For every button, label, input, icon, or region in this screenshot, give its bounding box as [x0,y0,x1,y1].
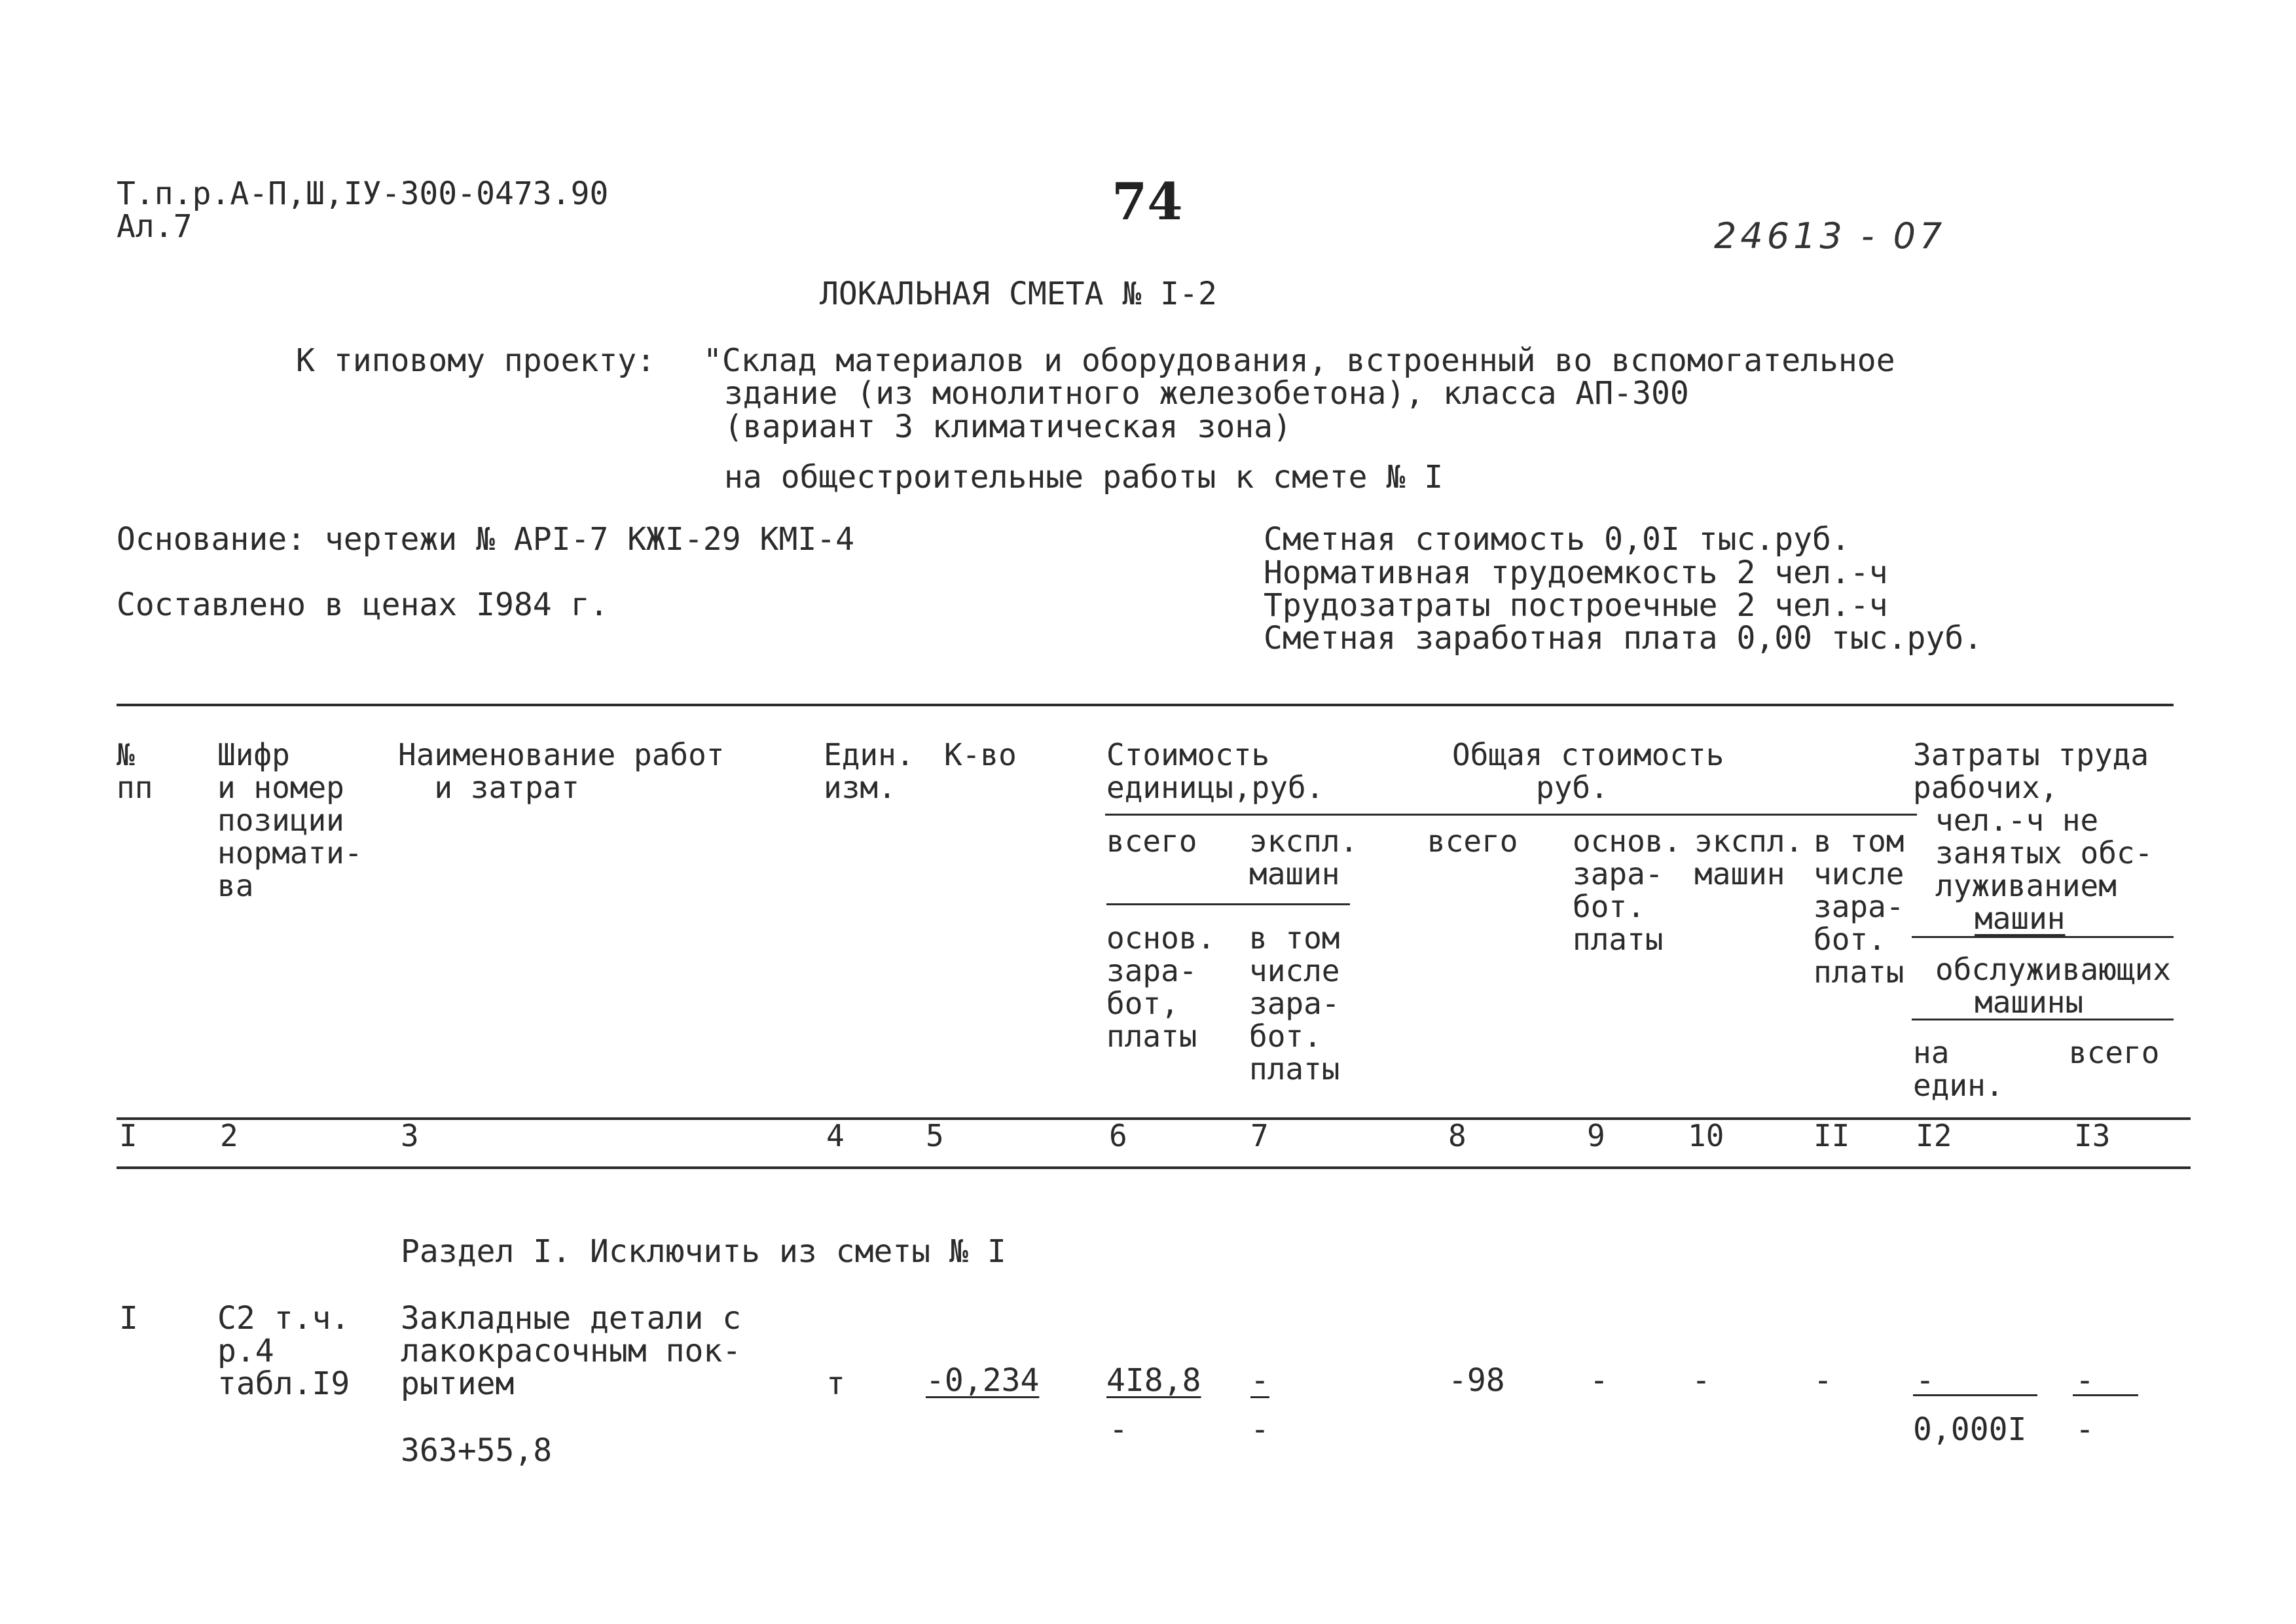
summary-site-labor: Трудозатраты построечные 2 чел.-ч [1264,587,1888,624]
column-number: 2 [220,1118,238,1153]
col-header-total-machines: машин [1694,856,1785,892]
col-header-name: Наименование работ [398,737,725,772]
col-group-labor: рабочих, [1913,770,2058,805]
row-labor-rule [2073,1394,2138,1396]
page-number: 74 [1112,172,1183,232]
group-rule [1105,814,1917,816]
summary-cost: Сметная стоимость 0,0I тыс.руб. [1264,521,1850,558]
col-header-total-incl-wage: числе [1813,856,1904,892]
column-number: I3 [2074,1118,2111,1153]
table-top-rule [117,704,2174,706]
column-number: 8 [1448,1118,1467,1153]
row-code: С2 т.ч. [217,1300,350,1337]
row-name: Закладные детали с [401,1300,742,1337]
row-name: лакокрасочным пок- [401,1333,742,1369]
summary-norm-labor: Нормативная трудоемкость 2 чел.-ч [1264,554,1888,591]
col-group-total-cost: руб. [1536,770,1609,805]
col-header-labor-not-machine: луживанием [1935,868,2117,903]
col-header-total-base-wage: основ. [1573,823,1682,859]
col-header-number: № [117,737,135,772]
col-header-code: и номер [217,770,344,805]
col-header-labor-not-machine: машин [1975,901,2066,936]
row-unit: т [826,1365,845,1402]
col-header-labor-total: всего [2069,1035,2160,1070]
column-number-rule [117,1117,2191,1120]
row-unit-base-wage: - [1109,1411,1128,1448]
column-number: 10 [1688,1118,1724,1153]
project-label: К типовому проекту: [296,342,656,379]
row-unit-machines: - [1250,1362,1269,1399]
summary-wage: Сметная заработная плата 0,00 тыс.руб. [1264,620,1983,657]
col-header-code: позиции [217,803,344,838]
col-header-unit-base-wage: бот, [1106,986,1179,1021]
col-header-unit-incl-wage: платы [1249,1051,1340,1087]
col-header-code: нормати- [217,835,363,871]
col-header-unit-total: всего [1106,823,1197,859]
column-number: 3 [401,1118,419,1153]
col-header-unit: изм. [824,770,896,805]
project-line-1: "Склад материалов и оборудования, встроенный во вспомогательное [703,342,1895,379]
col-header-total-base-wage: платы [1573,922,1664,957]
column-number: I [119,1118,137,1153]
col-header-unit-machines: экспл. [1249,823,1358,859]
row-total-all: -98 [1448,1362,1505,1399]
col-header-labor-not-machine: занятых обс- [1935,835,2153,871]
col-header-unit-base-wage: зара- [1106,953,1197,988]
col-header-unit-base-wage: платы [1106,1019,1197,1054]
col-header-total-incl-wage: платы [1813,954,1904,990]
column-number: 5 [926,1118,944,1153]
section-title: Раздел I. Исключить из сметы № I [401,1233,1006,1270]
col-group-unit-cost: единицы,руб. [1106,770,1324,805]
col-header-code: Шифр [217,737,290,772]
row-unit-incl-wage: - [1250,1411,1269,1448]
basis-drawings: Основание: чертежи № АРI-7 КЖI-29 КМI-4 [117,521,855,558]
col-header-unit-machines: машин [1249,856,1340,892]
col-header-total-base-wage: зара- [1573,856,1664,892]
col-header-labor-per-unit: на [1913,1035,1950,1070]
table-header-bottom-rule [117,1166,2191,1169]
document-code: Т.п.р.А-П,Ш,IУ-300-0473.90 [117,175,609,212]
row-labor-per-unit-bottom: 0,000I [1913,1411,2027,1448]
col-header-unit-incl-wage: в том [1249,920,1340,956]
col-header-total-machines: экспл. [1694,823,1804,859]
col-header-total-base-wage: бот. [1573,889,1645,924]
column-number: I2 [1916,1118,1952,1153]
col-header-number: пп [117,770,153,805]
row-total-incl-wage: - [1813,1362,1832,1399]
row-total-base-wage: - [1590,1362,1609,1399]
col-header-unit-base-wage: основ. [1106,920,1216,956]
row-code: р.4 [217,1333,274,1369]
basis-prices: Составлено в ценах I984 г. [117,586,609,623]
col-header-labor-machine: машины [1975,984,2084,1020]
row-number: I [119,1300,138,1337]
document-number: 24613 - 07 [1714,215,1946,257]
col-header-labor-not-machine: чел.-ч не [1935,803,2099,838]
row-price-formula: 363+55,8 [401,1432,553,1469]
col-header-total-incl-wage: бот. [1813,922,1886,957]
col-header-total-incl-wage: в том [1813,823,1904,859]
column-number: 6 [1109,1118,1127,1153]
column-number: II [1813,1118,1850,1153]
labor-rule [1912,1019,2174,1020]
column-number: 9 [1587,1118,1605,1153]
col-header-quantity: К-во [944,737,1017,772]
col-header-unit-incl-wage: числе [1249,953,1340,988]
col-header-labor-machine: обслуживающих [1935,952,2172,987]
col-header-total-incl-wage: зара- [1813,889,1904,924]
col-header-total-all: всего [1427,823,1518,859]
row-labor-per-unit-top: - [1916,1362,1935,1399]
col-group-labor: Затраты труда [1913,737,2149,772]
row-labor-rule [1913,1394,2037,1396]
column-number: 7 [1250,1118,1269,1153]
project-line-2: здание (из монолитного железобетона), класса АП-300 [724,375,1689,412]
labor-rule [1912,936,2174,938]
row-code: табл.I9 [217,1365,350,1402]
document-title: ЛОКАЛЬНАЯ СМЕТА № I-2 [820,276,1217,312]
row-unit-total: 4I8,8 [1106,1362,1201,1399]
col-header-name: и затрат [398,770,579,805]
row-quantity: -0,234 [926,1362,1040,1399]
column-number: 4 [826,1118,845,1153]
subcell-rule [1106,903,1350,905]
row-labor-total-bottom: - [2075,1411,2094,1448]
col-group-total-cost: Общая стоимость [1452,737,1724,772]
estimate-subtitle: на общестроительные работы к смете № I [724,459,1444,496]
col-header-unit-incl-wage: бот. [1249,1019,1322,1054]
col-group-unit-cost: Стоимость [1106,737,1270,772]
sheet-code: Ал.7 [117,208,192,245]
col-header-labor-per-unit: един. [1913,1068,2004,1103]
row-name: рытием [401,1365,515,1402]
project-line-3: (вариант 3 климатическая зона) [724,408,1292,445]
row-total-machines: - [1692,1362,1711,1399]
col-header-code: ва [217,868,254,903]
col-header-unit-incl-wage: зара- [1249,986,1340,1021]
col-header-unit: Един. [824,737,915,772]
row-labor-total-top: - [2075,1362,2094,1399]
